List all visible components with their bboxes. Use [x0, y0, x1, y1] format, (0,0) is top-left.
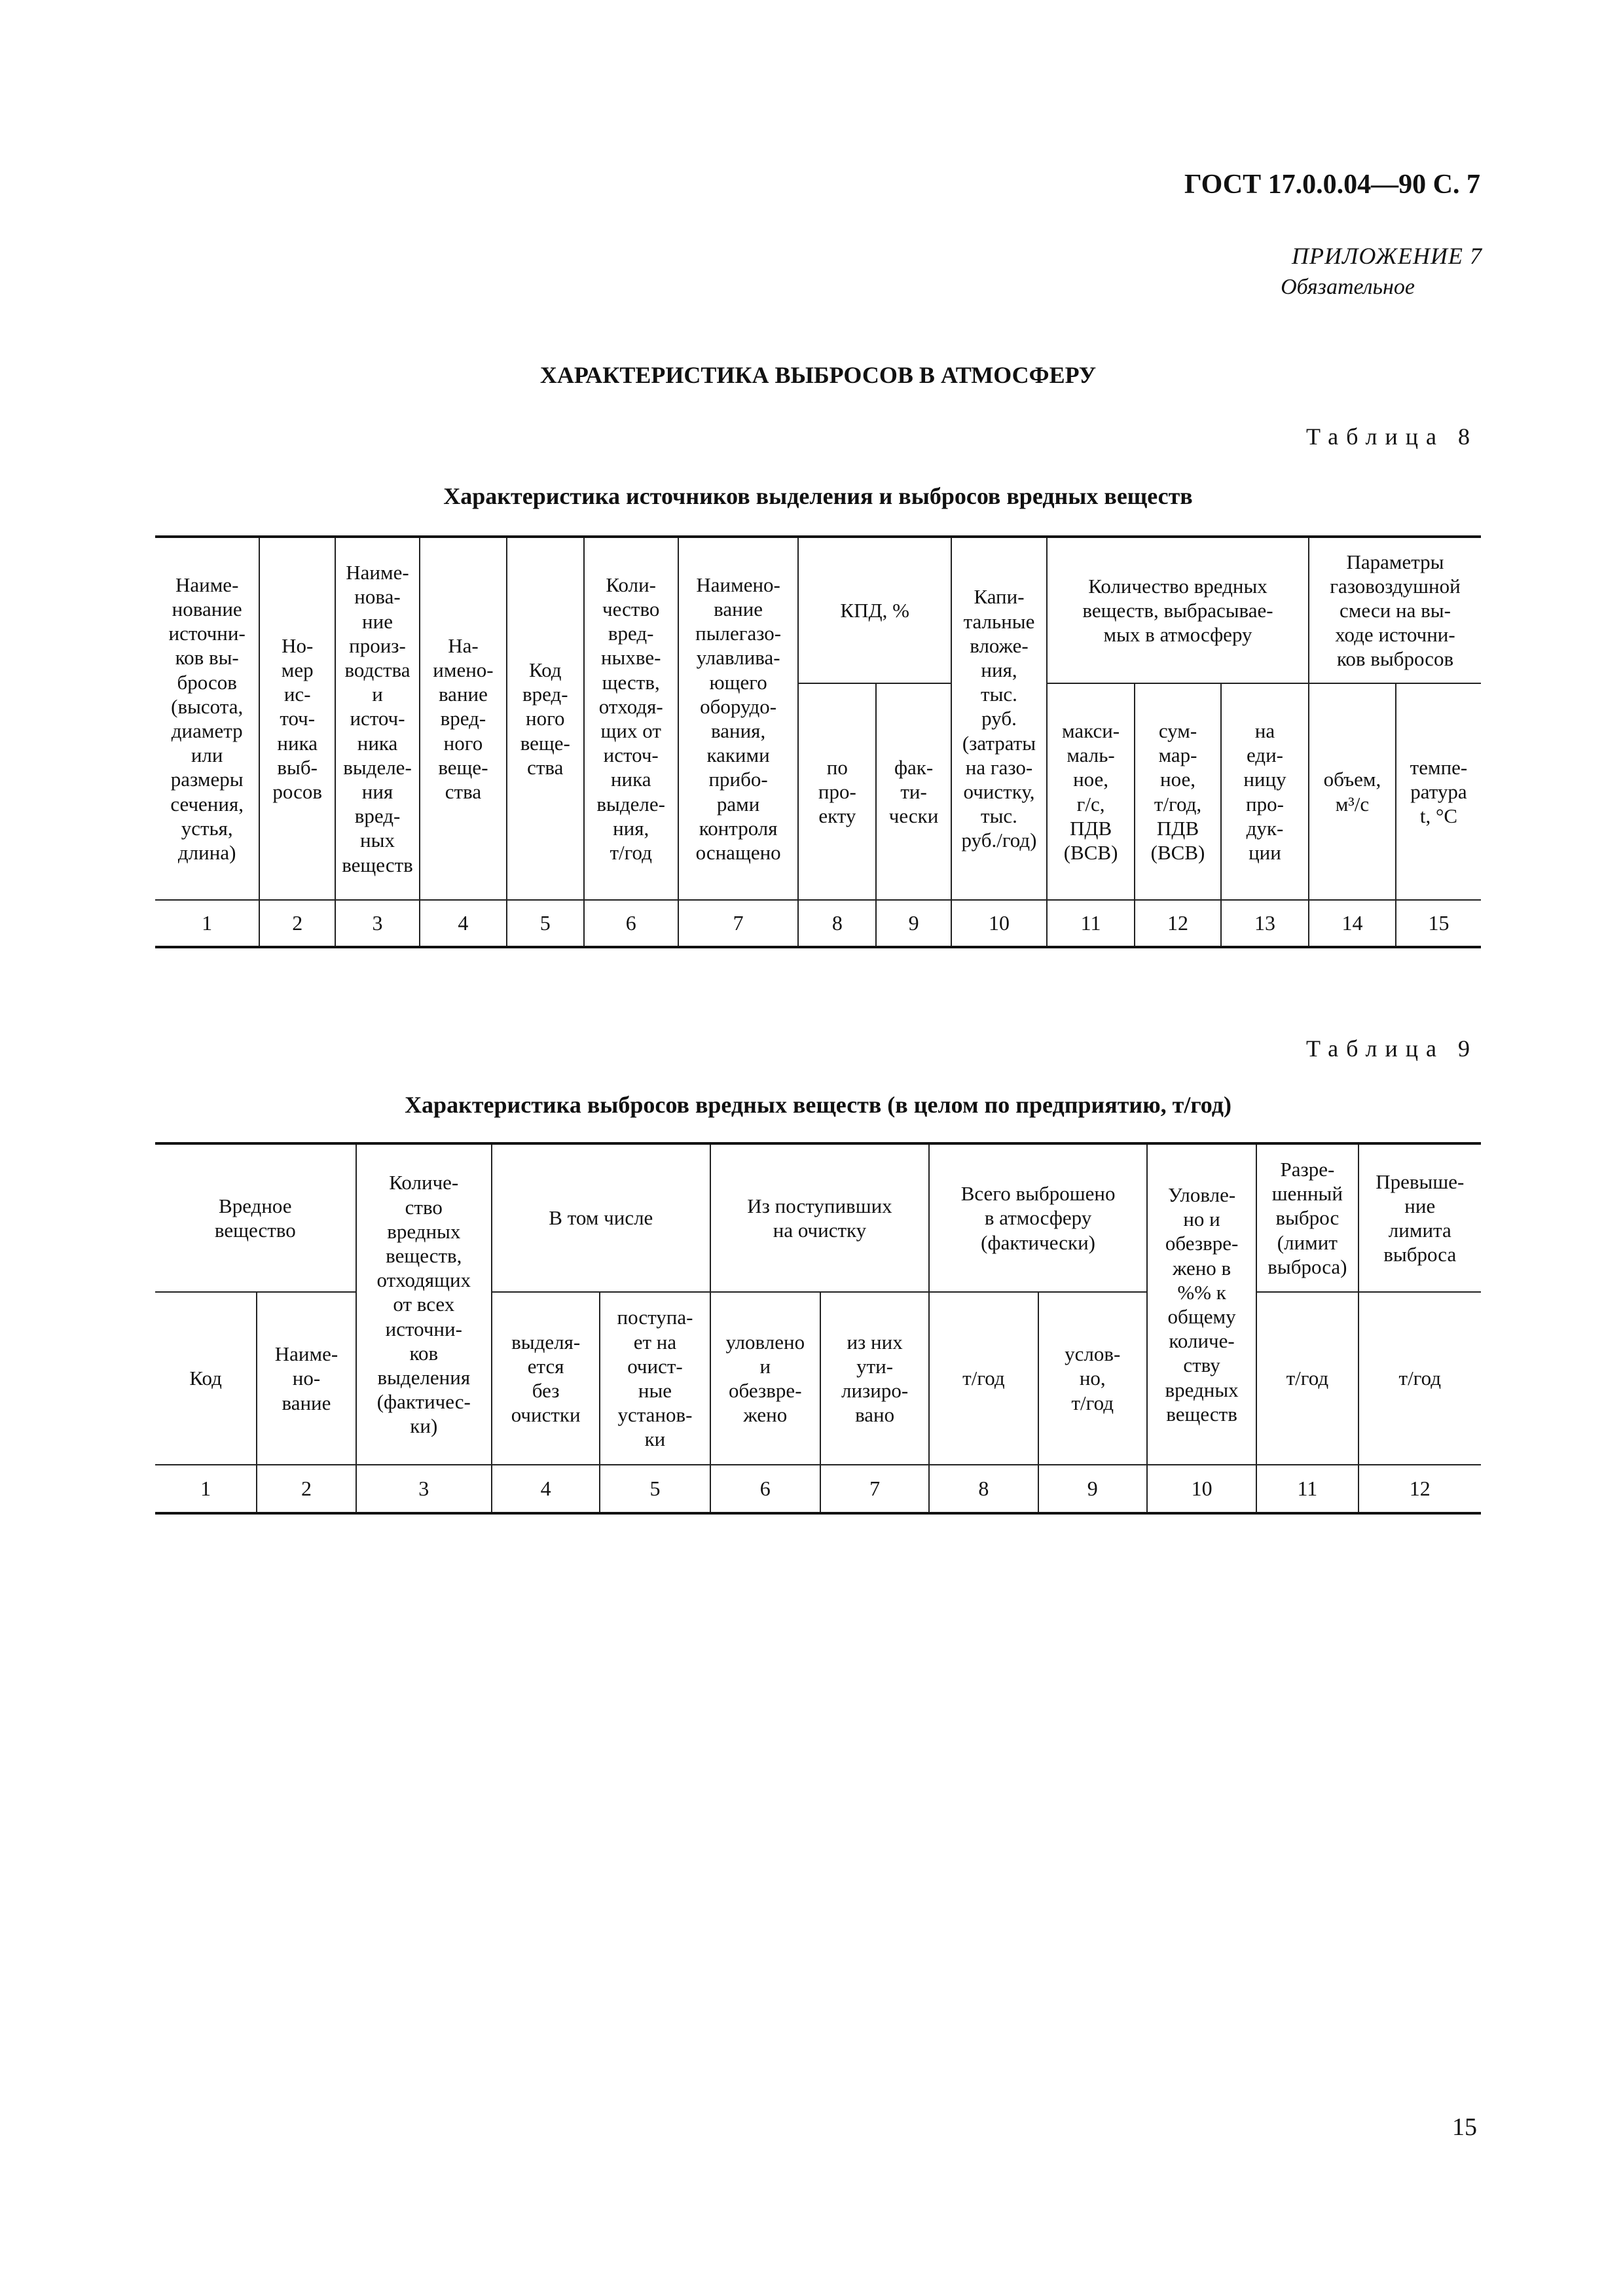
t9-header-cleaning-group: Из поступивших на очистку [710, 1143, 930, 1292]
appendix-label: ПРИЛОЖЕНИЕ 7 [1292, 243, 1482, 269]
t9-header-code: Код [155, 1292, 257, 1465]
t9-col-number: 12 [1359, 1465, 1481, 1513]
t9-col-number: 9 [1038, 1465, 1147, 1513]
t9-header-emitted-conditional: услов- но, т/год [1038, 1292, 1147, 1465]
t8-col-number: 1 [155, 900, 259, 947]
t9-header-permitted-tons: т/год [1256, 1292, 1358, 1465]
t9-col-number: 7 [820, 1465, 929, 1513]
t8-header-substance-code: Код вред- ного веще- ства [507, 537, 584, 900]
t8-col-number: 14 [1309, 900, 1396, 947]
t8-col-number: 2 [259, 900, 335, 947]
page-title: ХАРАКТЕРИСТИКА ВЫБРОСОВ В АТМОСФЕРУ [539, 362, 1097, 388]
t8-col-number: 5 [507, 900, 584, 947]
t9-col-number: 1 [155, 1465, 257, 1513]
t9-header-utilized: из них ути- лизиро- вано [820, 1292, 929, 1465]
t9-header-name: Наиме- но- вание [257, 1292, 356, 1465]
t8-col-number: 13 [1221, 900, 1309, 947]
t8-header-emission-total: сум- мар- ное, т/год, ПДВ (ВСВ) [1135, 683, 1221, 900]
t8-header-production-name: Наиме- нова- ние произ- водства и источ- ника выделе- ния вред- ных веществ [335, 537, 420, 900]
t8-col-number: 9 [876, 900, 951, 947]
t8-header-efficiency-actual: фак- ти- чески [876, 683, 951, 900]
table-8-label: Таблица 8 [1306, 423, 1478, 450]
t8-header-substance-amount: Коли- чество вред- ныхве- ществ, отходя- щих от источ- ника выделе- ния, т/год [584, 537, 678, 900]
table-8 [155, 535, 1481, 948]
t9-header-no-cleaning: выделя- ется без очистки [492, 1292, 600, 1465]
document-header: ГОСТ 17.0.0.04—90 С. 7 [1184, 170, 1480, 200]
appendix-status: Обязательное [1281, 275, 1415, 299]
t9-header-excess-group: Превыше- ние лимита выброса [1359, 1143, 1481, 1292]
t9-col-number: 6 [710, 1465, 820, 1513]
t9-header-substance-group: Вредное вещество [155, 1143, 356, 1292]
t8-header-gas-params-group: Параметры газовоздушной смеси на вы- ходе источни- ков выбросов [1309, 537, 1481, 683]
t8-header-source-name: Наиме- нование источни- ков вы- бросов (высота, диаметр или размеры сечения, устья, длина) [155, 537, 259, 900]
t8-col-number: 10 [951, 900, 1047, 947]
t8-col-number: 6 [584, 900, 678, 947]
t8-col-number: 12 [1135, 900, 1221, 947]
t9-col-number: 8 [929, 1465, 1038, 1513]
t8-col-number: 7 [678, 900, 799, 947]
t8-col-number: 3 [335, 900, 420, 947]
t9-header-to-cleaning: поступа- ет на очист- ные установ- ки [600, 1292, 710, 1465]
t8-header-volume: объем, м³/с [1309, 683, 1396, 900]
t9-header-emitted-tons: т/год [929, 1292, 1038, 1465]
t9-header-permitted-group: Разре- шенный выброс (лимит выброса) [1256, 1143, 1358, 1292]
t9-col-number: 11 [1256, 1465, 1358, 1513]
table-9-label: Таблица 9 [1306, 1035, 1478, 1062]
t8-col-number: 11 [1047, 900, 1135, 947]
t9-header-captured: уловлено и обезвре- жено [710, 1292, 820, 1465]
t8-header-efficiency-group: КПД, % [798, 537, 951, 683]
t8-col-number: 8 [798, 900, 876, 947]
t8-header-emission-max: макси- маль- ное, г/с, ПДВ (ВСВ) [1047, 683, 1135, 900]
t9-col-number: 5 [600, 1465, 710, 1513]
t9-col-number: 4 [492, 1465, 600, 1513]
t9-col-number: 10 [1147, 1465, 1256, 1513]
t8-header-temperature: темпе- ратура t, °C [1396, 683, 1481, 900]
table-9-title: Характеристика выбросов вредных веществ (в целом по предприятию, т/год) [405, 1092, 1231, 1118]
t8-col-number: 4 [420, 900, 507, 947]
page-number: 15 [1452, 2113, 1477, 2141]
t8-header-emission-per-unit: на еди- ницу про- дук- ции [1221, 683, 1309, 900]
t9-header-total-amount: Количе- ство вредных веществ, отходящих от всех источни- ков выделения (фактичес- ки) [356, 1143, 492, 1465]
t8-header-equipment: Наимено- вание пылегазо- улавлива- ющего оборудо- вания, какими прибо- рами контроля оснащено [678, 537, 799, 900]
t8-col-number: 15 [1396, 900, 1481, 947]
t9-header-captured-percent: Уловле- но и обезвре- жено в %% к общему количе- ству вредных веществ [1147, 1143, 1256, 1465]
t8-header-capital-investment: Капи- тальные вложе- ния, тыс. руб. (затраты на газо- очистку, тыс. руб./год) [951, 537, 1047, 900]
t8-header-source-number: Но- мер ис- точ- ника выб- росов [259, 537, 335, 900]
t9-col-number: 3 [356, 1465, 492, 1513]
table-8-title: Характеристика источников выделения и выбросов вредных веществ [443, 483, 1193, 509]
t9-header-emitted-group: Всего выброшено в атмосферу (фактически) [929, 1143, 1147, 1292]
t9-header-including-group: В том числе [492, 1143, 710, 1292]
t8-header-efficiency-project: по про- екту [798, 683, 876, 900]
t8-header-emissions-group: Количество вредных веществ, выбрасывае- мых в атмосферу [1047, 537, 1309, 683]
t9-header-excess-tons: т/год [1359, 1292, 1481, 1465]
table-9 [155, 1142, 1481, 1515]
t8-header-substance-name: На- имено- вание вред- ного веще- ства [420, 537, 507, 900]
t9-col-number: 2 [257, 1465, 356, 1513]
